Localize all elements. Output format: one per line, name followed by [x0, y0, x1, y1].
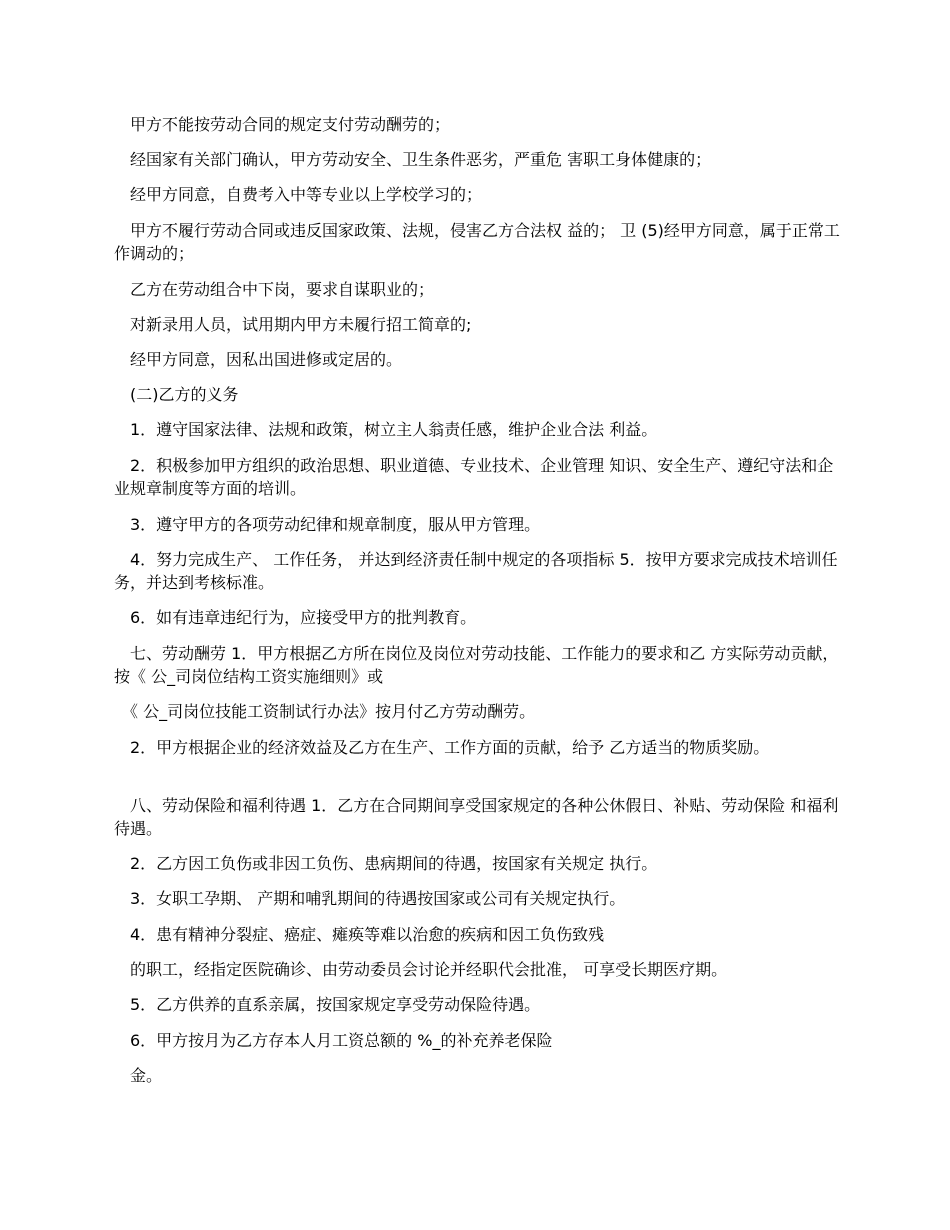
paragraph: 6．如有违章违纪行为，应接受甲方的批判教育。: [114, 608, 477, 627]
paragraph: 经甲方同意，自费考入中等专业以上学校学习的；: [114, 185, 483, 204]
paragraph: 乙方在劳动组合中下岗，要求自谋职业的；: [114, 280, 435, 299]
paragraph: 1．遵守国家法律、法规和政策，树立主人翁责任感，维护企业合法 利益。: [114, 420, 658, 439]
paragraph: 经甲方同意，因私出国进修或定居的。: [114, 350, 403, 369]
paragraph: 4．患有精神分裂症、癌症、瘫痪等难以治愈的疾病和因工负伤致残: [114, 925, 605, 944]
paragraph: 2．积极参加甲方组织的政治思想、职业道德、专业技术、企业管理 知识、安全生产、遵纪守法和企业规章制度等方面的培训。: [114, 456, 834, 498]
paragraph: 甲方不履行劳动合同或违反国家政策、法规，侵害乙方合法权 益的； 卫 (5)经甲方同意，属于正常工作调动的；: [114, 221, 840, 263]
paragraph: 八、劳动保险和福利待遇 1．乙方在合同期间享受国家规定的各种公休假日、补贴、劳动保险 和福利待遇。: [114, 796, 839, 838]
paragraph: 6．甲方按月为乙方存本人月工资总额的 %_的补充养老保险: [114, 1031, 553, 1050]
section-heading: (二)乙方的义务: [114, 385, 239, 404]
paragraph: 甲方不能按劳动合同的规定支付劳动酬劳的；: [114, 115, 451, 134]
paragraph: 3．女职工孕期、 产期和哺乳期间的待遇按国家或公司有关规定执行。: [114, 889, 626, 908]
paragraph: 4．努力完成生产、 工作任务， 并达到经济责任制中规定的各项指标 5．按甲方要求完成技术培训任务，并达到考核标准。: [114, 550, 838, 592]
paragraph: 七、劳动酬劳 1．甲方根据乙方所在岗位及岗位对劳动技能、工作能力的要求和乙 方实际劳动贡献，按《 公_司岗位结构工资实施细则》或: [114, 644, 839, 686]
paragraph: 3．遵守甲方的各项劳动纪律和规章制度，服从甲方管理。: [114, 515, 541, 534]
paragraph: 经国家有关部门确认，甲方劳动安全、卫生条件恶劣，严重危 害职工身体健康的；: [114, 150, 712, 169]
paragraph: 对新录用人员，试用期内甲方未履行招工简章的;: [114, 315, 472, 334]
paragraph: 金。: [114, 1066, 163, 1085]
paragraph: 5．乙方供养的直系亲属，按国家规定享受劳动保险待遇。: [114, 995, 541, 1014]
paragraph: 《 公_司岗位技能工资制试行办法》按月付乙方劳动酬劳。: [114, 702, 536, 721]
paragraph: 的职工，经指定医院确诊、由劳动委员会讨论并经职代会批准， 可享受长期医疗期。: [114, 960, 728, 979]
paragraph: 2．甲方根据企业的经济效益及乙方在生产、工作方面的贡献，给予 乙方适当的物质奖励。: [114, 738, 770, 757]
paragraph: 2．乙方因工负伤或非因工负伤、患病期间的待遇，按国家有关规定 执行。: [114, 854, 658, 873]
